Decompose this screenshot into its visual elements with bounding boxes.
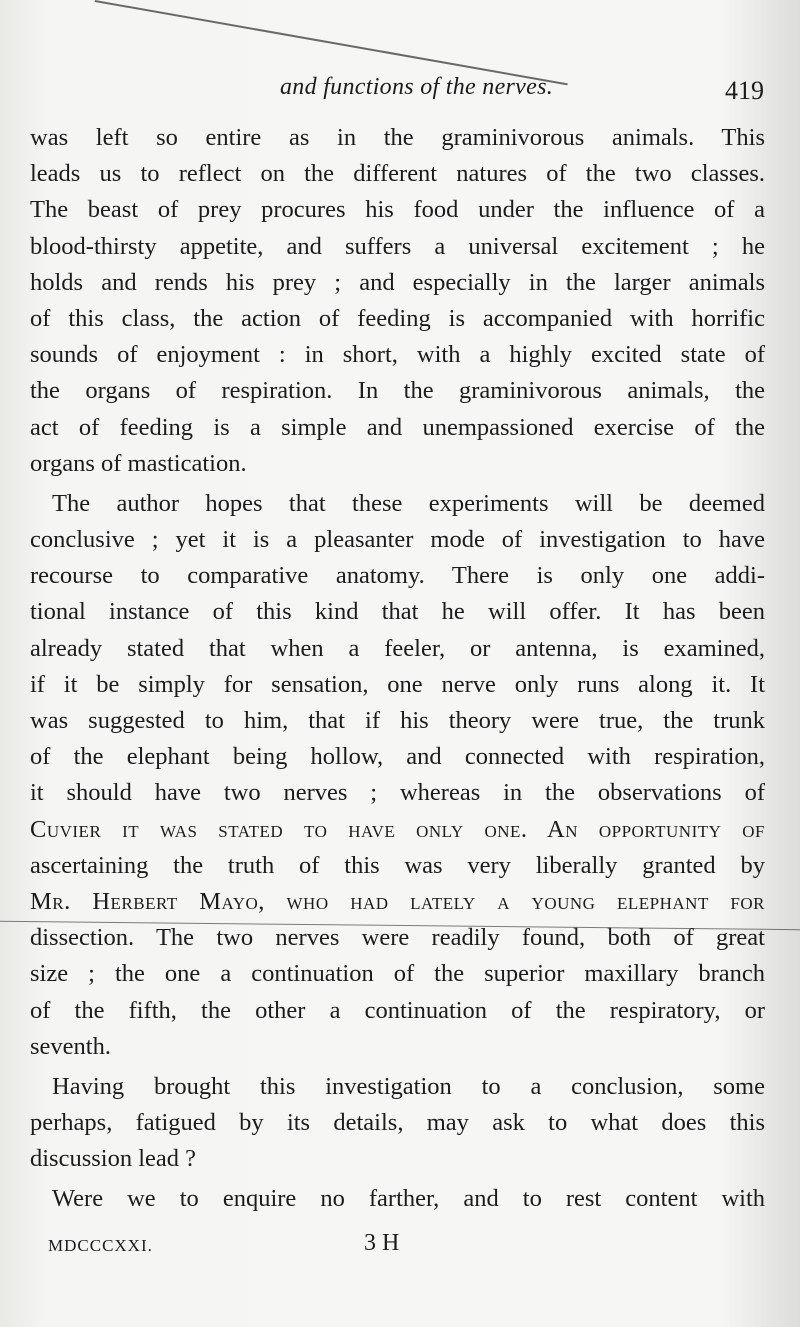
page-number: 419 (725, 76, 764, 105)
text-line: blood-thirsty appetite, and suffers a universal excitement ; he (30, 232, 765, 260)
text-line: size ; the one a continuation of the superior maxillary branch (30, 960, 765, 988)
text-line: dissection. The two nerves were readily found, both of great (30, 924, 765, 952)
text-line: leads us to reflect on the different natures of the two classes. (30, 160, 765, 188)
footer-year: MDCCCXXI. (48, 1236, 153, 1255)
text-line: the organs of respiration. In the graminivorous animals, the (30, 377, 765, 405)
text-line: it should have two nerves ; whereas in the observations of (30, 779, 765, 807)
text-line: was left so entire as in the graminivorous animals. This (30, 124, 765, 151)
text-line: of the fifth, the other a continuation of the respiratory, or (30, 996, 765, 1024)
text-line: act of feeding is a simple and unempassioned exercise of the (30, 413, 765, 441)
text-line: conclusive ; yet it is a pleasanter mode of investigation to have (30, 526, 765, 554)
text-line: recourse to comparative anatomy. There is only one addi- (30, 562, 765, 590)
page-header (30, 72, 770, 108)
page-footer (48, 1228, 748, 1260)
running-head: and functions of the nerves. (280, 74, 554, 100)
text-line: Mr. Herbert Mayo, who had lately a young elephant for (30, 887, 765, 915)
text-line: discussion lead ? (30, 1145, 197, 1173)
text-line: was suggested to him, that if his theory were true, the trunk (30, 707, 765, 734)
text-line: seventh. (30, 1032, 111, 1060)
body-text (30, 120, 765, 1218)
text-line: of this class, the action of feeding is accompanied with horrific (30, 304, 765, 332)
text-line: ascertaining the truth of this was very liberally granted by (30, 851, 765, 879)
text-line: The author hopes that these experiments will be deemed (52, 489, 765, 517)
text-line: sounds of enjoyment : in short, with a highly excited state of (30, 341, 765, 369)
text-line: The beast of prey procures his food under the influence of a (30, 196, 765, 224)
text-line: Cuvier it was stated to have only one. An opportunity of (30, 815, 765, 843)
text-line: tional instance of this kind that he will offer. It has been (30, 598, 765, 626)
signature-mark: 3 H (364, 1230, 400, 1256)
text-line: if it be simply for sensation, one nerve only runs along it. It (30, 670, 765, 698)
text-line: Having brought this investigation to a conclusion, some (52, 1072, 765, 1100)
text-line: perhaps, fatigued by its details, may ask to what does this (30, 1109, 765, 1137)
text-line: of the elephant being hollow, and connected with respiration, (30, 743, 765, 771)
text-line: already stated that when a feeler, or antenna, is examined, (30, 634, 765, 662)
text-line: holds and rends his prey ; and especially in the larger animals (30, 268, 765, 296)
text-line: Were we to enquire no farther, and to rest content with (52, 1185, 765, 1213)
text-line: organs of mastication. (30, 449, 247, 477)
